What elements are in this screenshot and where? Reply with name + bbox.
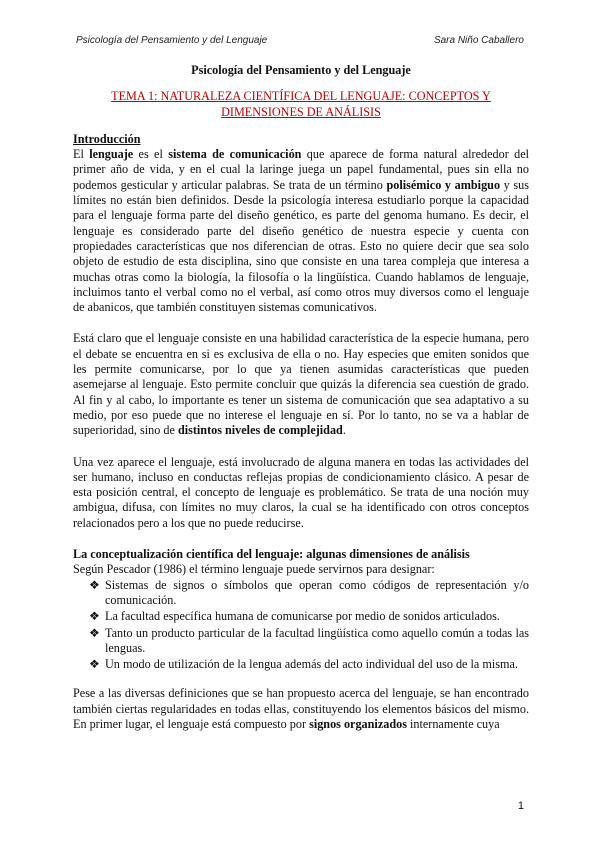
page-body (73, 63, 529, 748)
intro-paragraph-1: El lenguaje es el sistema de comunicación que aparece de forma natural alrededor del primer año de vida, y en el cual la laringe juega un papel fundamental, pues sin ella no podemos gesticular y articular palabras. Se trata de un término polisémico y ambiguo y sus límites no están bien definidos. Desde la psicología interesa estudiarlo porque la capacidad para el lenguaje forma parte del diseño genético, es parte del genoma humano. Es decir, el lenguaje es considerado parte del diseño genético de nuestra especie y cuenta con propiedades características que nos diferencian de otras. Esto no quiere decir que sea solo objeto de estudio de esta disciplina, sino que consiste en una tarea compleja que interesa a muchas otras como la biología, la filosofía o la lingüística. Cuando hablamos de lenguaje, incluimos tanto el verbal como no el verbal, así como otros muy diversos como el lenguaje de abanicos, que también constituyen sistemas comunicativos. (73, 147, 529, 315)
topic-title: TEMA 1: NATURALEZA CIENTÍFICA DEL LENGUAJE: CONCEPTOS Y DIMENSIONES DE ANÁLISIS (111, 89, 491, 119)
intro-heading: Introducción (73, 131, 141, 146)
diamond-bullet-icon: ❖ (89, 609, 100, 624)
diamond-bullet-icon: ❖ (89, 657, 100, 672)
list-item: ❖ Sistemas de signos o símbolos que operan como códigos de representación y/o comunicación. (89, 577, 529, 607)
definition-list (73, 578, 529, 673)
running-header-right: Sara Niño Caballero (433, 35, 524, 46)
intro-paragraph-3: Una vez aparece el lenguaje, está involucrado de alguna manera en todas las actividades del ser humano, incluso en conductas reflejas propias de condicionamiento clásico. A pesar de esta posición central, el concepto de lenguaje es problemático. Se trata de una noción muy ambigua, difusa, con límites no muy claros, la cual se ha identificado con otros conceptos relacionados pero a los que no puede reducirse. (73, 454, 529, 530)
intro-paragraph-2: Está claro que el lenguaje consiste en una habilidad característica de la especie humana, pero el debate se encuentra en si es exclusiva de ella o no. Hay especies que emiten sonidos que les permite comunicarse, por lo que ya tienen asumidas características que pueden asemejarse al lenguaje. Esto permite concluir que quizás la diferencia sea cuestión de grado. Al fin y al cabo, lo importante es tener un sistema de comunicación que sea adaptativo a su medio, por eso puede que no interese el lenguaje en sí. Por lo tanto, no se va a hablar de superioridad, sino de distintos niveles de complejidad. (73, 331, 529, 438)
diamond-bullet-icon: ❖ (89, 625, 100, 640)
diamond-bullet-icon: ❖ (89, 577, 100, 592)
list-item: ❖ La facultad específica humana de comunicarse por medio de sonidos articulados. (89, 609, 500, 624)
section-paragraph: Pese a las diversas definiciones que se han propuesto acerca del lenguaje, se han encontrado también ciertas regularidades en todas ellas, constituyendo los elementos básicos del mismo. En primer lugar, el lenguaje está compuesto por signos organizados internamente cuya (73, 686, 529, 731)
list-item: ❖ Un modo de utilización de la lengua además del acto individual del uso de la misma. (89, 657, 518, 672)
running-header-left: Psicología del Pensamiento y del Lenguaje (76, 35, 268, 46)
list-lead: Según Pescador (1986) el término lenguaje puede servirnos para designar: (73, 562, 435, 577)
document-title: Psicología del Pensamiento y del Lenguaje (191, 63, 411, 77)
section-heading: La conceptualización científica del lenguaje: algunas dimensiones de análisis (73, 547, 470, 562)
list-item: ❖ Tanto un producto particular de la facultad lingüística como aquello común a todas las lenguas. (89, 625, 529, 655)
page-number: 1 (517, 800, 524, 812)
